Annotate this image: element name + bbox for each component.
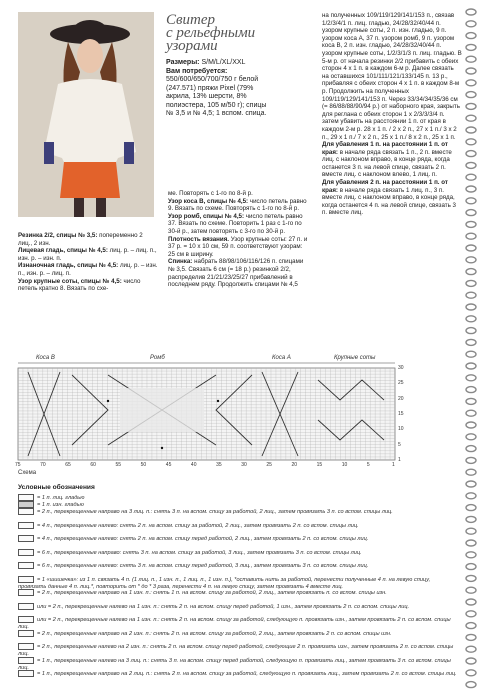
materials-text-3: акрила, 13% шерсти, 8% [166,93,247,100]
legend-text: = 1 п. изн. гладью [37,502,84,509]
diamond-label: Узор ромб, спицы № 4,5: [168,212,245,220]
chart-tick-label: 1 [398,457,401,463]
scheme-label: Схема [18,470,37,476]
title-line-3: узорами [166,38,218,54]
legend-item [18,508,458,516]
cable-b-label: Узор коса В, спицы № 4,5: [168,197,249,205]
column-1 [18,232,158,293]
chart-tick-label: 55 [115,462,122,468]
stockinette-label: Лицевая гладь, спицы № 4,5: [18,247,108,255]
legend-text: или = 2 п., перекрещенные налево на 1 изн. п.: снять 2 п. на вспом. спицу перед работой, 1 изн., затем провязать 2 п. со вспом. спицы лиц. [37,603,410,610]
materials-label: Вам потребуется: [166,67,228,75]
legend-symbol-icon [18,643,34,650]
chart-tick-label: 70 [40,462,46,468]
diamond-text: число петель равно 37. Вязать по схеме. Повторить 1 раз с 1-го по 30-й р., затем повторять с 3-го по 30-й р. [168,212,303,235]
chart-right-ticks [398,365,410,463]
legend-text: или = 2 п., перекрещенные налево на 1 изн. п.: снять 2 п. на вспом. спицу за работой, следующую п. провязать изн., затем провязать 2 п. со вспом. спицы лиц. [18,617,451,631]
col2-text-1: ме. Повторять с 1-го по 8-й р. [168,190,253,197]
honeycomb-text: число петель кратно 8. Вязать по схе- [18,277,141,293]
legend-symbol-icon [18,589,34,596]
materials-text-5: № 3,5 и № 4,5; 1 вспом. спица. [166,110,267,117]
legend-text: = 6 п., перекрещенные направо: снять 3 п. на вспом. спицу за работой, 3 лиц., затем провязать 3 п. со вспом. спицы лиц. [37,549,362,556]
col3-text-1: на полученных 109/119/129/141/153 п., связав 1/2/3/4/1 п. лиц. гладью, 24/28/32/40/44 п. узором крупные соты, 2 п. изн. гладью, 9 п. узором коса А, 37 п. узором ромб, 9 п. узором коса В, 2 п. изн. гладью, 24/28/32/40/44 п. узором крупные соты, 1/2/3/1/3 п. лиц. гладью. В 5-м р. от начала резинки 2/2 прибавить с обеих сторон 4 x 1 п. в каждом 6-м р. Далее связать на оставшихся 101/111/121/133/145 п. 13 р., прибавляя с обеих сторон 4 x 1 п. в каждом 8-м р. Продолжить на полученных 109/119/129/141/153 п. Через 33/34/34/35/36 см (= 86/88/88/90/94 р.) от наборного края, закрыть для реглана с обеих сторон 1 x 2/3/3/3/4 п. затем убавить на расстоянии 1 п. от края в каждом 2-м р. 28 x 1 п. / 2 x 2 п., 27 x 1 п./ 3 x 2 п., 29 x 1 п./ 7 x 2 п., 25 x 1 п./ 8 x 2 п., 25 x 1 п. [322,12,462,141]
legend-item [18,603,458,611]
spiral-binding [464,6,478,696]
decrease-2-text: в начале ряда связать 1 лиц. п., 3 п. вместе лиц. с наклоном вправо, в конце ряда, когда останется 4 п. на левой спице, связать 3 п. вместе лиц. [322,186,456,217]
column-3 [322,12,462,217]
chart-tick-label: 20 [291,462,298,468]
cable-b-text: число петель равно 9. Вязать по схеме. Повторять с 1-го по 8-й р. [168,197,307,213]
title-line-1: Свитер [166,12,216,28]
legend-text: = 1 «шишечка»: из 1 п. связать 4 п. (1 лиц. п., 1 изн. п., 1 лиц. п., 1 изн. п.), *оставить нить за работой, перенести полученные 4 п. на левую спицу, провязать данные 4 п. лиц.*, повторить от * до * 3 раза, перенести 4 п. на левую спицу, затем провязать 4 вместе лиц. [18,576,431,590]
legend-item [18,562,458,570]
legend-text: = 2 п., перекрещенные направо на 1 изн. п.: снять 1 п. на вспом. спицу за работой, 2 лиц., затем провязать п. со вспом. спицы изн. [37,590,387,597]
header-diamond: Ромб [150,355,165,361]
legend-symbol-icon [18,522,34,529]
chart-tick-label: 30 [398,365,404,371]
back-label: Спинка: [168,258,193,266]
chart-tick-label: 15 [398,411,404,417]
legend-symbol-icon [18,616,34,623]
column-2 [168,190,308,289]
chart-tick-label: 10 [398,426,404,433]
legend [18,484,458,492]
reverse-stockinette-text: лиц. р. – изн. п., изн. р. – лиц. п. [18,262,158,277]
chart-tick-label: 1 [392,462,395,468]
legend-text: = 1 п., перекрещенные направо на 2 лиц. п.: снять 2 п. на вспом. спицу за работой, следующую п. провязать лиц., затем провязать 2 п. со вспом. спицы лиц. [37,671,457,678]
decrease-1-text: в начале ряда связать 1 п., 2 п. вместе лиц. с наклоном вправо, в конце ряда, когда останется 3 п. на левой спице, связать 2 п. вместе лиц. с наклоном влево, 1 лиц. п. [322,148,452,179]
legend-text: = 2 п., перекрещенные налево на 2 изн. п.: снять 2 п. на вспом. спицу перед работой, следующие 2 п. провязать изн., затем провязать 2 п. со вспом. спицы лиц. [18,644,454,658]
legend-text: = 1 п. лиц. гладью [37,494,85,501]
legend-title: Условные обозначения [18,484,95,491]
sizes-value: S/M/L/XL/XXL [201,59,246,66]
legend-symbol-icon [18,494,34,501]
stockinette-text: лиц. р. – лиц. п., изн. р. – изн. п. [18,247,157,262]
chart-tick-label: 50 [140,462,147,468]
legend-text: = 2 п., перекрещенные направо на 2 изн. п.: снять 2 п. на вспом. спицу за работой, 2 лиц., затем провязать 2 п. со вспом. спицы изн. [37,630,392,637]
chart-tick-label: 65 [65,462,71,468]
legend-item [18,522,458,530]
title-line-2: с рельефными [166,25,256,41]
chart-tick-label: 15 [316,462,323,468]
chart-tick-label: 40 [190,462,197,468]
bobble-mark [161,447,163,449]
legend-item [18,549,458,557]
materials-text-1: 550/600/650/700/750 г белой [166,76,259,83]
chart-tick-label: 35 [216,462,222,468]
chart-tick-label: 10 [341,462,348,468]
chart-tick-label: 20 [398,395,404,402]
legend-symbol-icon [18,508,34,515]
chart-tick-label: 25 [398,380,404,387]
materials-text-4: полиэстера, 105 м/50 г); спицы [166,101,267,109]
reverse-stockinette-label: Изнаночная гладь, спицы № 4,5: [18,262,119,270]
model-photo [18,12,154,217]
legend-symbol-icon [18,670,34,677]
chart-bottom-ticks [15,462,395,470]
legend-item [18,535,458,543]
bobble-mark [107,400,109,402]
legend-symbol-icon [18,603,34,610]
diamond-fill [120,388,204,432]
legend-symbol-icon [18,501,34,508]
chart-tick-label: 5 [398,441,401,448]
title-block [166,14,306,119]
legend-symbol-icon [18,562,34,569]
legend-item [18,670,458,678]
header-cable-a: Коса А [272,355,291,361]
legend-text: = 6 п., перекрещенные налево: снять 3 п. на вспом. спицу перед работой, 3 лиц., затем провязать 3 п. со вспом. спицы лиц. [37,563,369,570]
rib-label: Резинка 2/2, спицы № 3,5: [18,232,98,239]
legend-text: = 1 п., перекрещенные налево на 3 лиц. п.: снять 3 п. на вспом. спицу перед работой, следующую п. провязать лиц., затем провязать 3 п. со вспом. спицы лиц. [18,657,451,671]
gauge-label: Плотность вязания. [168,235,230,243]
legend-text: = 4 п., перекрещенные налево: снять 2 п. на вспом. спицу перед работой, 2 лиц., затем провязать 2 п. со вспом. спицы лиц. [37,536,369,543]
decrease-2-label: Для убавления 2 п. на расстоянии 1 п. от края: [322,179,448,194]
sizes-label: Размеры: [166,59,200,66]
legend-text: = 2 п., перекрещенные направо на 3 лиц. п.: снять 3 п. на вспом. спицу за работой, 2 лиц., затем провязать 3 п. со вспом. спицы лиц. [37,509,393,516]
bobble-mark [217,400,219,402]
chart-tick-label: 60 [90,462,96,468]
rib-text: попеременно 2 лиц., 2 изн. [18,232,143,247]
back-text: набрать 88/98/106/116/126 п. спицами № 3,5. Связать 6 см (= 18 р.) резинкой 2/2, распределив 21/21/23/25/27 прибавлений в последнем ряду. Продолжить спицами № 4,5 [168,258,304,289]
header-cable-b: Коса В [36,355,55,361]
honeycomb-label: Узор крупные соты, спицы № 4,5: [18,277,122,285]
legend-symbol-icon [18,576,34,583]
gauge-text: Узор крупные соты: 27 п. и 37 р. = 10 x 10 см, 59 п. соответствуют узорам: 25 см в ширину. [168,235,308,258]
legend-symbol-icon [18,535,34,542]
chart-tick-label: 25 [266,462,272,468]
materials-text-2: (247.571) пряжи Pixel (79% [166,84,254,92]
chart-tick-label: 5 [366,462,370,468]
legend-item [18,589,458,597]
legend-symbol-icon [18,657,34,664]
chart-tick-label: 30 [241,462,247,468]
decrease-1-label: Для убавления 1 п. на расстоянии 1 п. от края: [322,141,448,156]
chart-tick-label: 75 [15,462,21,468]
legend-text: = 4 п., перекрещенные налево: снять 2 п. на вспом. спицу за работой, 2 лиц., затем провязать 2 п. со вспом. спицы лиц. [37,522,359,529]
legend-symbol-icon [18,630,34,637]
legend-item [18,630,458,638]
header-honeycomb: Крупные соты [334,355,376,361]
chart-tick-label: 45 [165,462,172,468]
legend-symbol-icon [18,549,34,556]
